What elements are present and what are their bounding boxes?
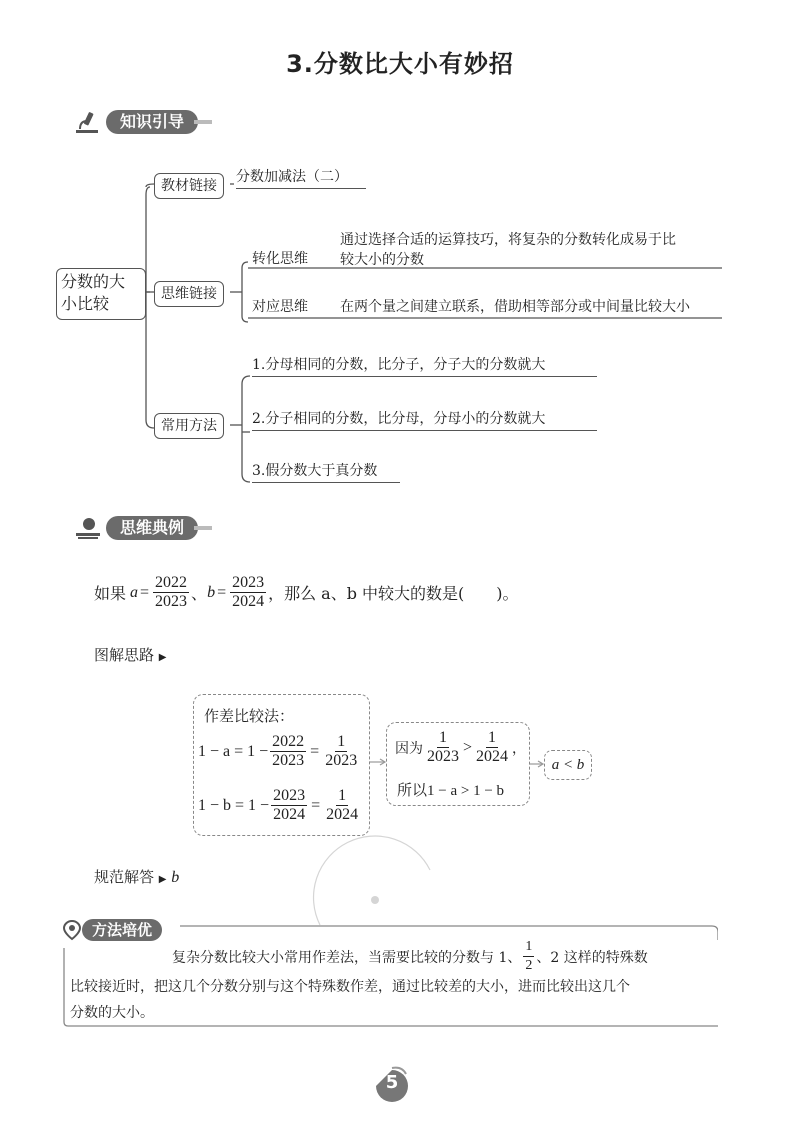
method-half-den: 2	[525, 958, 533, 973]
mindmap-method-1: 1.分母相同的分数，比分子，分子大的分数就大	[252, 356, 597, 377]
row2-frac2-num: 1	[338, 787, 347, 804]
row1-frac1	[270, 733, 306, 770]
fraction-b-num: 2023	[232, 574, 265, 591]
question-prefix: 如果	[94, 584, 127, 603]
row1-frac2	[323, 733, 359, 770]
mindmap-branch-methods: 常用方法	[154, 413, 224, 439]
diagram-box-result: a < b	[544, 750, 592, 780]
fraction-a-den: 2023	[155, 593, 188, 610]
answer-value: b	[171, 869, 180, 886]
row2-frac2-den: 2024	[326, 806, 359, 823]
box2-frac1-num: 1	[439, 729, 447, 746]
mindmap-method-3: 3.假分数大于真分数	[252, 462, 400, 483]
method-line2: 比较接近时，把这几个分数分别与这个特殊数作差，通过比较差的大小，进而比较出这几个	[70, 979, 630, 995]
section-title-knowledge: 知识引导	[106, 110, 198, 134]
row1-frac2-den: 2023	[325, 752, 358, 769]
box2-frac2-den: 2024	[476, 748, 509, 765]
mindmap-root-line2: 小比较	[61, 294, 110, 313]
row1-frac2-num: 1	[337, 733, 346, 750]
solution-label-text: 图解思路	[94, 646, 155, 664]
box2-frac1	[425, 729, 461, 766]
answer-label	[94, 866, 179, 887]
row2-frac1-num: 2023	[273, 787, 306, 804]
box2-frac2-num: 1	[488, 729, 497, 746]
mindmap-sub-correspond: 对应思维	[252, 299, 308, 315]
fraction-a-num: 2022	[155, 574, 188, 591]
box2-because: 因为	[395, 740, 423, 757]
mindmap-branch-textbook: 教材链接	[154, 173, 224, 199]
box2-frac2	[474, 729, 510, 766]
box2-frac1-den: 2023	[427, 748, 459, 765]
fraction-b-den: 2024	[232, 593, 265, 610]
row2-frac1-den: 2024	[273, 806, 306, 823]
var-b: b	[207, 583, 216, 601]
separator: 、	[191, 584, 208, 603]
method-panel	[62, 918, 718, 1028]
box1-row1	[198, 733, 361, 770]
row1-eq: =	[310, 742, 320, 760]
triangle-right-icon: ▶	[158, 652, 167, 663]
question-suffix: ，那么 a、b 中较大的数是( )。	[268, 584, 519, 603]
row1-frac1-num: 2022	[272, 733, 305, 750]
section-header-method	[62, 918, 162, 942]
box2-so: 所以1 − a > 1 − b	[397, 783, 505, 799]
eq-sign-2: =	[217, 583, 227, 601]
page-title: 3.分数比大小有妙招	[286, 50, 514, 78]
mindmap-method-2: 2.分子相同的分数，比分母，分母小的分数就大	[252, 410, 597, 431]
eq-sign: =	[140, 583, 150, 601]
box1-row2	[198, 787, 362, 824]
var-a: a	[130, 583, 139, 601]
row2-lhs: 1 − b = 1 −	[198, 796, 270, 814]
section-title-examples: 思维典例	[106, 516, 198, 540]
row2-frac1	[271, 787, 307, 824]
mindmap-leaf-textbook: 分数加减法（二）	[236, 168, 366, 189]
pin-icon	[62, 919, 82, 941]
box2-gt: >	[463, 738, 473, 756]
row1-frac1-den: 2023	[272, 752, 305, 769]
answer-label-text: 规范解答	[94, 868, 155, 886]
box1-title: 作差比较法：	[204, 707, 295, 725]
page-number: 5	[385, 1072, 399, 1093]
mindmap-sub-transform-text2: 较大小的分数	[340, 252, 424, 268]
method-line1-b: 、2 这样的特殊数	[536, 949, 648, 966]
diagram-box-difference	[193, 694, 370, 836]
row2-eq: =	[311, 796, 321, 814]
mindmap-sub-transform-text1: 通过选择合适的运算技巧，将复杂的分数转化成易于比	[340, 232, 676, 248]
diagram-box-conclusion	[386, 722, 530, 806]
row1-lhs: 1 − a = 1 −	[198, 742, 269, 760]
method-line3: 分数的大小。	[70, 1005, 154, 1021]
page-number-badge	[372, 1066, 412, 1102]
row2-frac2	[324, 787, 360, 824]
box2-row1	[395, 729, 526, 766]
box2-comma: ，	[512, 740, 527, 757]
method-line1	[172, 938, 648, 975]
mindmap-branch-thinking: 思维链接	[154, 281, 224, 307]
triangle-right-icon: ▶	[158, 874, 167, 885]
method-half	[523, 938, 534, 975]
method-line1-a: 复杂分数比较大小常用作差法，当需要比较的分数与 1、	[172, 949, 522, 966]
mindmap-sub-correspond-text: 在两个量之间建立联系，借助相等部分或中间量比较大小	[340, 299, 690, 315]
method-half-num: 1	[523, 938, 534, 957]
mindmap-root-line1: 分数的大	[61, 272, 126, 291]
mindmap-sub-transform: 转化思维	[252, 251, 308, 267]
section-title-method: 方法培优	[82, 919, 162, 941]
